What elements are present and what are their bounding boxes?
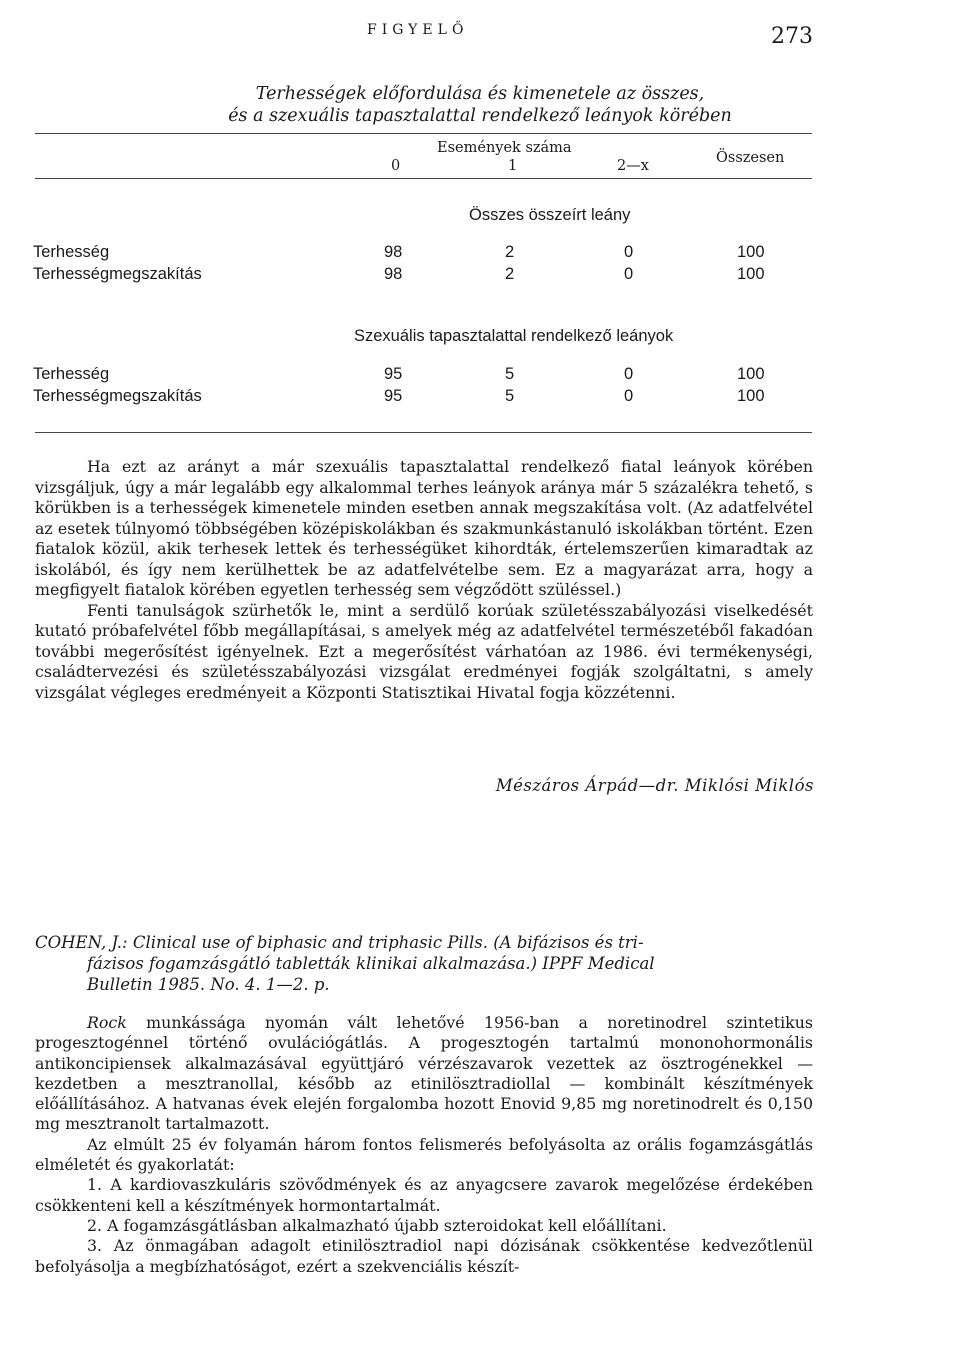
review-paragraph: Az elmúlt 25 év folyamán három fontos felismerés befolyásolta az orális fogamzásgátlás elméletét és gyakorlatát: <box>35 1134 813 1175</box>
cell-value: 5 <box>505 387 515 405</box>
body-paragraph: Ha ezt az arányt a már szexuális tapasztalattal rendelkező fiatal leányok körében vizsgáljuk, úgy a már legalább egy alkalommal terhes leányok aránya már 5 százalékra tehető, s körükben is a terhességek kimenetele minden esetben annak megszakítása volt. (Az adatfelvétel az esetek túlnyomó többségében középiskolákban és szakmunkástanuló iskolákban történt. Ezen fiatalok közül, akik terhesek lettek és terhességüket kihordták, értelemszerűen kimaradtak az iskolából, és így nem kerülhettek be az adatfelvételbe sem. Ez a magyarázat arra, hogy a megfigyelt fiatalok körében egyetlen terhesség sem végződött szüléssel.) <box>35 457 813 599</box>
body-paragraph: Fenti tanulságok szürhetők le, mint a serdülő korúak születésszabályozási viselkedését kutató próbafelvétel főbb megállapításai, s amelyek még az adatfelvétel természetéből fakadóan további megerősítést igényelnek. Ezt a megerősítést várhatóan az 1986. évi termékenységi, családtervezési és születésszabályozási vizsgálat eredményei fogják szolgáltatni, s amely vizsgálat végleges eredményeit a Központi Statisztikai Hivatal fogja közzétenni. <box>35 600 813 702</box>
row-label: Terhesség <box>33 365 110 383</box>
cell-value: 0 <box>624 387 634 405</box>
row-label: Terhességmegszakítás <box>33 387 202 405</box>
cell-value: 95 <box>384 365 403 383</box>
table-top-rule <box>35 133 812 134</box>
cell-value: 0 <box>624 365 634 383</box>
col-header-0: 0 <box>391 158 401 174</box>
col-header-total: Összesen <box>716 150 785 166</box>
running-header: FIGYELŐ <box>367 22 469 38</box>
cell-value: 5 <box>505 365 515 383</box>
col-header-2: 2—x <box>617 158 649 174</box>
section-title-experienced: Szexuális tapasztalattal rendelkező leányok <box>354 327 674 345</box>
page-number: 273 <box>771 24 813 49</box>
cell-value: 2 <box>505 243 515 261</box>
table-title-line2: és a szexuális tapasztalattal rendelkező leányok körében <box>228 106 732 126</box>
author-signature: Mészáros Árpád—dr. Miklósi Miklós <box>495 776 814 795</box>
cell-value: 100 <box>737 265 765 283</box>
review-body <box>35 1013 813 1277</box>
section-title-all: Összes összeírt leány <box>469 206 631 224</box>
reference-line: Bulletin 1985. No. 4. 1—2. p. <box>87 975 330 994</box>
cell-value: 95 <box>384 387 403 405</box>
cell-value: 100 <box>737 365 765 383</box>
review-reference <box>35 932 817 995</box>
header-rule <box>35 178 812 179</box>
row-label: Terhesség <box>33 243 110 261</box>
list-item: 1. A kardiovaszkuláris szövődmények és az anyagcsere zavarok megelőzése érdekében csökkenteni kell a készítmények hormontartalmát. <box>35 1175 813 1215</box>
group-header: Események száma <box>437 140 572 156</box>
col-header-1: 1 <box>508 158 518 174</box>
cell-value: 98 <box>384 265 403 283</box>
cell-value: 0 <box>624 243 634 261</box>
review-paragraph <box>35 1013 813 1135</box>
cell-value: 100 <box>737 243 765 261</box>
list-item: 2. A fogamzásgátlásban alkalmazható újabb szteroidokat kell előállítani. <box>87 1215 667 1235</box>
reference-line: fázisos fogamzásgátló tabletták klinikai alkalmazása.) IPPF Medical <box>87 954 655 973</box>
table-title-line1: Terhességek előfordulása és kimenetele az összes, <box>255 84 705 104</box>
list-item: 3. Az önmagában adagolt etinilösztradiol napi dózisának csökkentése kedvezőtlenül befolyásolja a megbízhatóságot, ezért a szekvenciális készít- <box>35 1236 813 1276</box>
author-name: Rock <box>87 1013 127 1032</box>
article-body <box>35 457 813 703</box>
reference-line: COHEN, J.: Clinical use of biphasic and triphasic Pills. (A bifázisos és tri- <box>35 933 644 952</box>
table-bottom-rule <box>35 432 812 433</box>
row-label: Terhességmegszakítás <box>33 265 202 283</box>
cell-value: 98 <box>384 243 403 261</box>
review-text: munkássága nyomán vált lehetővé 1956-ban a noretinodrel szintetikus progesztogénnel történő ovulációgátlás. A progesztogén tartalmú mononohormonális antikoncipiensek alkalmazásával együttjáró vérzészavarok vezettek az ösztrogénekkel — kezdetben a mesztranollal, később az etinilösztradiollal — kombinált készítmények előállításához. A hatvanas évek elején forgalomba hozott Enovid 9,85 mg noretinodrelt és 0,150 mg mesztranolt tartalmazott. <box>35 1013 813 1134</box>
cell-value: 2 <box>505 265 515 283</box>
cell-value: 100 <box>737 387 765 405</box>
cell-value: 0 <box>624 265 634 283</box>
